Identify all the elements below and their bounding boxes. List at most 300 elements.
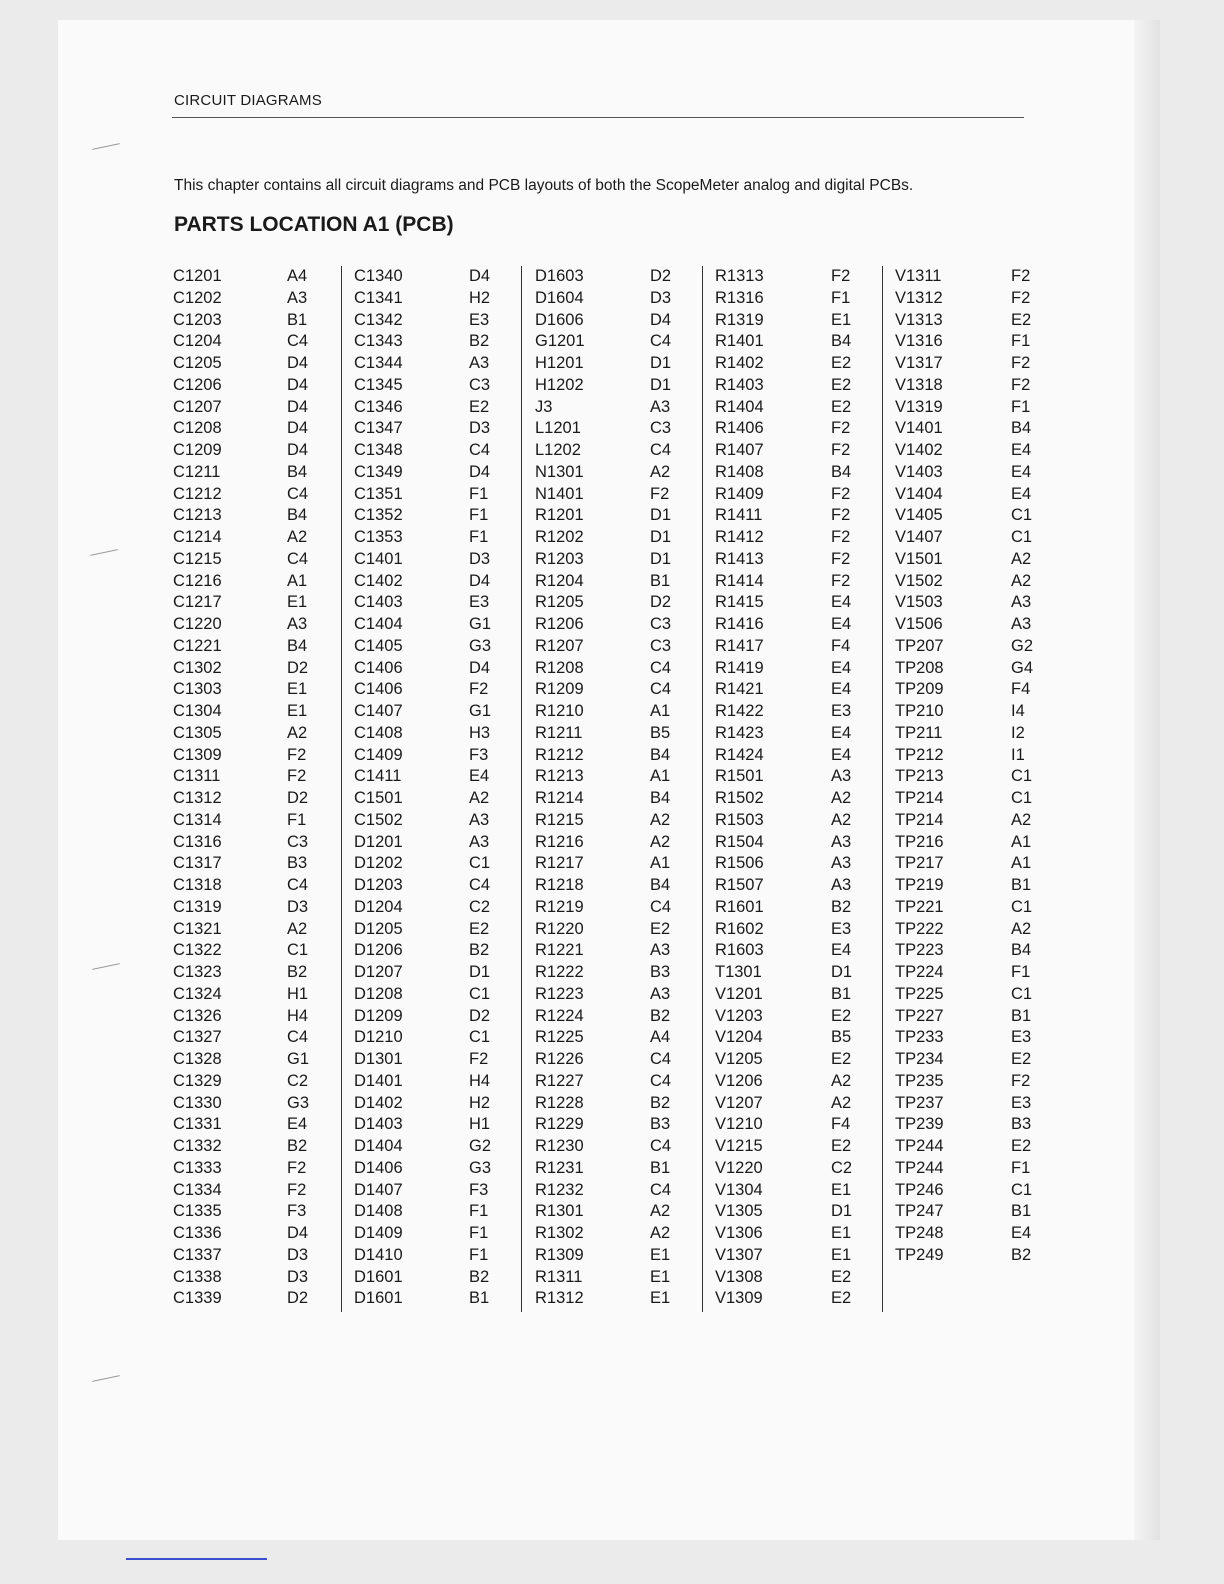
part-location: C1 bbox=[1011, 767, 1033, 786]
part-reference: R1227 bbox=[535, 1071, 584, 1090]
part-reference: V1204 bbox=[715, 1028, 763, 1047]
parts-row bbox=[895, 784, 1045, 806]
part-reference: C1348 bbox=[354, 441, 403, 459]
parts-row bbox=[715, 849, 865, 871]
part-location: A3 bbox=[469, 354, 490, 372]
part-reference: TP221 bbox=[895, 897, 944, 916]
part-reference: C1328 bbox=[173, 1050, 222, 1068]
parts-row bbox=[535, 806, 685, 828]
part-location: G2 bbox=[1011, 636, 1034, 655]
parts-row bbox=[715, 675, 865, 697]
parts-row bbox=[715, 1002, 865, 1024]
part-reference: D1210 bbox=[354, 1028, 403, 1047]
part-reference: V1307 bbox=[715, 1245, 763, 1264]
parts-row bbox=[173, 675, 323, 697]
part-reference: C1204 bbox=[173, 332, 222, 351]
part-reference: R1504 bbox=[715, 832, 764, 851]
part-location: B2 bbox=[650, 1093, 671, 1112]
part-reference: V1306 bbox=[715, 1224, 763, 1242]
part-location: E2 bbox=[831, 1050, 852, 1068]
parts-row bbox=[535, 501, 685, 523]
part-location: F1 bbox=[287, 810, 307, 829]
part-reference: V1201 bbox=[715, 984, 763, 1003]
part-reference: V1403 bbox=[895, 462, 943, 481]
part-location: E2 bbox=[831, 397, 852, 416]
part-reference: R1221 bbox=[535, 941, 584, 960]
part-location: F2 bbox=[469, 1050, 489, 1068]
part-reference: D1604 bbox=[535, 288, 584, 307]
part-reference: V1501 bbox=[895, 549, 943, 568]
part-location: C4 bbox=[650, 897, 672, 916]
parts-row bbox=[535, 1197, 685, 1219]
part-reference: D1206 bbox=[354, 941, 403, 960]
part-location: E4 bbox=[1011, 484, 1032, 503]
parts-row bbox=[715, 523, 865, 545]
part-location: F2 bbox=[831, 441, 851, 459]
parts-column-1 bbox=[173, 262, 323, 1306]
part-location: E4 bbox=[1011, 462, 1032, 481]
parts-row bbox=[354, 719, 504, 741]
parts-row bbox=[173, 458, 323, 480]
part-reference: R1217 bbox=[535, 854, 584, 873]
part-location: C4 bbox=[287, 332, 309, 351]
part-location: C1 bbox=[469, 984, 491, 1003]
parts-row bbox=[535, 349, 685, 371]
parts-row bbox=[354, 588, 504, 610]
part-reference: C1409 bbox=[354, 745, 403, 764]
part-location: C1 bbox=[1011, 897, 1033, 916]
part-reference: V1215 bbox=[715, 1137, 763, 1155]
parts-row bbox=[535, 1110, 685, 1132]
parts-row bbox=[535, 567, 685, 589]
part-location: C1 bbox=[1011, 984, 1033, 1003]
parts-row bbox=[535, 1089, 685, 1111]
parts-row bbox=[895, 1002, 1045, 1024]
part-reference: V1305 bbox=[715, 1202, 763, 1221]
parts-row bbox=[354, 1219, 504, 1241]
part-reference: TP247 bbox=[895, 1202, 944, 1221]
part-location: F2 bbox=[831, 267, 851, 285]
parts-row bbox=[173, 1023, 323, 1045]
part-reference: C1332 bbox=[173, 1137, 222, 1155]
parts-row bbox=[895, 1241, 1045, 1263]
section-header: CIRCUIT DIAGRAMS bbox=[174, 92, 322, 109]
part-location: B3 bbox=[650, 963, 671, 981]
part-reference: C1405 bbox=[354, 636, 403, 655]
parts-row bbox=[895, 436, 1045, 458]
part-reference: C1333 bbox=[173, 1158, 222, 1177]
parts-row bbox=[895, 588, 1045, 610]
parts-row bbox=[173, 1067, 323, 1089]
part-location: C4 bbox=[287, 1028, 309, 1047]
parts-row bbox=[535, 1263, 685, 1285]
part-location: A2 bbox=[287, 723, 308, 742]
part-location: D1 bbox=[650, 506, 672, 525]
parts-row bbox=[895, 893, 1045, 915]
part-reference: C1207 bbox=[173, 397, 222, 416]
parts-row bbox=[173, 1154, 323, 1176]
part-reference: C1205 bbox=[173, 354, 222, 372]
part-reference: C1303 bbox=[173, 680, 222, 699]
part-location: B1 bbox=[1011, 1202, 1032, 1221]
parts-row bbox=[895, 828, 1045, 850]
parts-row bbox=[354, 1023, 504, 1045]
parts-row bbox=[715, 871, 865, 893]
part-location: F3 bbox=[469, 745, 489, 764]
part-reference: R1401 bbox=[715, 332, 764, 351]
part-location: A3 bbox=[650, 941, 671, 960]
parts-row bbox=[715, 1045, 865, 1067]
parts-row bbox=[354, 262, 504, 284]
bottom-link-underline[interactable] bbox=[126, 1558, 267, 1560]
part-reference: R1202 bbox=[535, 528, 584, 546]
part-reference: D1603 bbox=[535, 267, 584, 285]
parts-row bbox=[895, 806, 1045, 828]
parts-row bbox=[354, 806, 504, 828]
parts-row bbox=[173, 654, 323, 676]
part-location: A2 bbox=[287, 528, 308, 546]
parts-row bbox=[354, 458, 504, 480]
part-reference: C1408 bbox=[354, 723, 403, 742]
part-location: A3 bbox=[287, 615, 308, 633]
part-location: A3 bbox=[469, 832, 490, 851]
part-location: E1 bbox=[287, 593, 308, 612]
part-reference: C1319 bbox=[173, 897, 222, 916]
parts-row bbox=[354, 654, 504, 676]
parts-column-4 bbox=[715, 262, 865, 1306]
part-location: B2 bbox=[1011, 1245, 1032, 1264]
part-reference: C1346 bbox=[354, 397, 403, 416]
part-location: G4 bbox=[1011, 658, 1034, 677]
part-location: H4 bbox=[469, 1071, 491, 1090]
parts-row bbox=[173, 784, 323, 806]
part-reference: V1319 bbox=[895, 397, 943, 416]
part-location: E2 bbox=[831, 375, 852, 394]
part-reference: R1209 bbox=[535, 680, 584, 699]
parts-row bbox=[895, 458, 1045, 480]
part-location: G3 bbox=[469, 1158, 492, 1177]
parts-row bbox=[895, 871, 1045, 893]
part-location: C3 bbox=[650, 636, 672, 655]
part-location: C4 bbox=[287, 876, 309, 894]
parts-row bbox=[354, 327, 504, 349]
part-reference: C1211 bbox=[173, 462, 221, 481]
parts-row bbox=[354, 414, 504, 436]
part-location: C4 bbox=[287, 549, 309, 568]
parts-row bbox=[354, 610, 504, 632]
part-reference: TP244 bbox=[895, 1137, 944, 1155]
part-reference: TP249 bbox=[895, 1245, 944, 1264]
part-location: A2 bbox=[650, 832, 671, 851]
part-location: B4 bbox=[1011, 419, 1032, 438]
part-reference: C1312 bbox=[173, 789, 222, 807]
part-location: A2 bbox=[650, 1224, 671, 1242]
parts-row bbox=[173, 567, 323, 589]
part-location: E4 bbox=[469, 767, 490, 786]
part-reference: R1214 bbox=[535, 789, 584, 807]
part-location: D4 bbox=[650, 310, 672, 329]
parts-row bbox=[715, 719, 865, 741]
part-location: E3 bbox=[469, 310, 490, 329]
part-location: E2 bbox=[650, 919, 671, 938]
part-location: C4 bbox=[287, 484, 309, 503]
part-location: F1 bbox=[1011, 1158, 1031, 1177]
part-reference: R1215 bbox=[535, 810, 584, 829]
part-location: A3 bbox=[650, 397, 671, 416]
parts-row bbox=[354, 1002, 504, 1024]
part-reference: TP217 bbox=[895, 854, 944, 873]
part-location: F2 bbox=[1011, 375, 1031, 394]
parts-row bbox=[173, 436, 323, 458]
part-location: F3 bbox=[469, 1180, 489, 1199]
part-location: A3 bbox=[469, 810, 490, 829]
parts-row bbox=[173, 501, 323, 523]
parts-row bbox=[173, 480, 323, 502]
part-reference: R1224 bbox=[535, 1006, 584, 1025]
part-location: E2 bbox=[469, 919, 490, 938]
parts-row bbox=[715, 414, 865, 436]
parts-row bbox=[173, 915, 323, 937]
parts-row bbox=[895, 654, 1045, 676]
parts-row bbox=[715, 567, 865, 589]
part-reference: G1201 bbox=[535, 332, 585, 351]
part-reference: C1352 bbox=[354, 506, 403, 525]
part-location: E2 bbox=[831, 1006, 852, 1025]
part-reference: TP213 bbox=[895, 767, 944, 786]
part-reference: R1423 bbox=[715, 723, 764, 742]
parts-row bbox=[354, 784, 504, 806]
parts-row bbox=[354, 1154, 504, 1176]
parts-row bbox=[173, 1089, 323, 1111]
part-location: B2 bbox=[831, 897, 852, 916]
part-reference: R1413 bbox=[715, 549, 764, 568]
parts-row bbox=[535, 1132, 685, 1154]
part-reference: R1414 bbox=[715, 571, 764, 590]
part-reference: R1404 bbox=[715, 397, 764, 416]
part-location: G3 bbox=[469, 636, 492, 655]
part-reference: TP219 bbox=[895, 876, 944, 894]
part-reference: V1206 bbox=[715, 1071, 763, 1090]
part-reference: R1421 bbox=[715, 680, 764, 699]
parts-row bbox=[715, 1197, 865, 1219]
part-reference: C1302 bbox=[173, 658, 222, 677]
part-reference: V1317 bbox=[895, 354, 943, 372]
part-location: F2 bbox=[287, 745, 307, 764]
parts-row bbox=[535, 762, 685, 784]
part-location: B4 bbox=[287, 462, 308, 481]
parts-row bbox=[535, 697, 685, 719]
part-location: H2 bbox=[469, 288, 491, 307]
parts-row bbox=[715, 371, 865, 393]
part-location: E3 bbox=[831, 919, 852, 938]
page-edge-shadow bbox=[1134, 20, 1160, 1540]
part-reference: T1301 bbox=[715, 963, 762, 981]
part-reference: C1502 bbox=[354, 810, 403, 829]
part-location: C4 bbox=[469, 441, 491, 459]
part-reference: R1206 bbox=[535, 615, 584, 633]
parts-row bbox=[715, 741, 865, 763]
part-location: D4 bbox=[287, 354, 309, 372]
part-location: A2 bbox=[650, 462, 671, 481]
part-location: A1 bbox=[1011, 832, 1032, 851]
part-location: H2 bbox=[469, 1093, 491, 1112]
parts-row bbox=[715, 828, 865, 850]
part-location: F1 bbox=[1011, 332, 1031, 351]
parts-row bbox=[895, 1219, 1045, 1241]
part-location: B4 bbox=[831, 462, 852, 481]
part-location: A2 bbox=[831, 810, 852, 829]
part-reference: R1232 bbox=[535, 1180, 584, 1199]
part-reference: C1202 bbox=[173, 288, 222, 307]
part-reference: C1501 bbox=[354, 789, 403, 807]
parts-row bbox=[354, 697, 504, 719]
part-location: E4 bbox=[831, 680, 852, 699]
part-location: B2 bbox=[469, 941, 490, 960]
parts-row bbox=[354, 915, 504, 937]
part-location: F2 bbox=[1011, 1071, 1031, 1090]
part-location: G2 bbox=[469, 1137, 492, 1155]
parts-row bbox=[535, 654, 685, 676]
parts-row bbox=[715, 262, 865, 284]
parts-row bbox=[354, 849, 504, 871]
part-location: B3 bbox=[287, 854, 308, 873]
part-reference: C1323 bbox=[173, 963, 222, 981]
part-reference: C1351 bbox=[354, 484, 403, 503]
part-reference: N1401 bbox=[535, 484, 584, 503]
part-reference: C1403 bbox=[354, 593, 403, 612]
part-location: C1 bbox=[287, 941, 309, 960]
parts-row bbox=[354, 501, 504, 523]
part-reference: C1326 bbox=[173, 1006, 222, 1025]
parts-row bbox=[715, 806, 865, 828]
part-reference: C1324 bbox=[173, 984, 222, 1003]
part-reference: TP233 bbox=[895, 1028, 944, 1047]
parts-row bbox=[535, 849, 685, 871]
parts-row bbox=[173, 1002, 323, 1024]
part-location: C4 bbox=[650, 332, 672, 351]
part-location: A3 bbox=[831, 876, 852, 894]
part-location: D1 bbox=[831, 1202, 853, 1221]
part-location: A2 bbox=[469, 789, 490, 807]
part-location: E3 bbox=[1011, 1028, 1032, 1047]
part-location: E3 bbox=[831, 702, 852, 720]
parts-row bbox=[173, 610, 323, 632]
part-reference: V1503 bbox=[895, 593, 943, 612]
part-location: E1 bbox=[650, 1245, 671, 1264]
part-location: E1 bbox=[650, 1267, 671, 1286]
part-reference: R1218 bbox=[535, 876, 584, 894]
part-location: G1 bbox=[469, 615, 492, 633]
parts-row bbox=[535, 871, 685, 893]
part-location: E4 bbox=[831, 615, 852, 633]
parts-row bbox=[895, 349, 1045, 371]
part-reference: TP223 bbox=[895, 941, 944, 960]
part-location: F1 bbox=[1011, 963, 1031, 981]
parts-row bbox=[895, 480, 1045, 502]
parts-row bbox=[715, 1067, 865, 1089]
parts-row bbox=[535, 458, 685, 480]
part-location: B1 bbox=[1011, 876, 1032, 894]
part-reference: C1347 bbox=[354, 419, 403, 438]
part-reference: V1401 bbox=[895, 419, 943, 438]
part-reference: C1345 bbox=[354, 375, 403, 394]
part-reference: C1407 bbox=[354, 702, 403, 720]
part-location: D2 bbox=[287, 1289, 309, 1308]
part-location: C1 bbox=[1011, 1180, 1033, 1199]
part-reference: R1506 bbox=[715, 854, 764, 873]
part-reference: J3 bbox=[535, 397, 553, 416]
part-location: B2 bbox=[287, 963, 308, 981]
part-location: E4 bbox=[831, 941, 852, 960]
part-reference: R1203 bbox=[535, 549, 584, 568]
part-location: D4 bbox=[469, 462, 491, 481]
part-reference: TP212 bbox=[895, 745, 944, 764]
parts-row bbox=[895, 284, 1045, 306]
part-reference: L1201 bbox=[535, 419, 581, 438]
part-reference: R1309 bbox=[535, 1245, 584, 1264]
part-reference: R1302 bbox=[535, 1224, 584, 1242]
part-location: B4 bbox=[650, 745, 671, 764]
parts-row bbox=[354, 741, 504, 763]
part-location: D4 bbox=[287, 375, 309, 394]
part-reference: V1203 bbox=[715, 1006, 763, 1025]
part-reference: R1502 bbox=[715, 789, 764, 807]
parts-row bbox=[715, 784, 865, 806]
parts-row bbox=[535, 414, 685, 436]
parts-row bbox=[895, 697, 1045, 719]
parts-row bbox=[354, 349, 504, 371]
parts-row bbox=[715, 915, 865, 937]
part-location: D4 bbox=[287, 397, 309, 416]
part-reference: R1402 bbox=[715, 354, 764, 372]
part-reference: R1223 bbox=[535, 984, 584, 1003]
part-location: C2 bbox=[831, 1158, 853, 1177]
parts-row bbox=[173, 1197, 323, 1219]
part-location: C4 bbox=[650, 658, 672, 677]
parts-row bbox=[535, 893, 685, 915]
parts-row bbox=[535, 588, 685, 610]
parts-row bbox=[173, 1219, 323, 1241]
part-reference: D1201 bbox=[354, 832, 403, 851]
parts-row bbox=[535, 1002, 685, 1024]
part-reference: C1321 bbox=[173, 919, 222, 938]
part-reference: R1208 bbox=[535, 658, 584, 677]
part-location: A1 bbox=[650, 854, 671, 873]
part-reference: V1207 bbox=[715, 1093, 763, 1112]
part-reference: V1220 bbox=[715, 1158, 763, 1177]
part-location: E1 bbox=[831, 1245, 852, 1264]
part-location: D4 bbox=[287, 419, 309, 438]
parts-row bbox=[354, 393, 504, 415]
part-reference: C1305 bbox=[173, 723, 222, 742]
parts-row bbox=[535, 1219, 685, 1241]
part-location: D1 bbox=[650, 375, 672, 394]
part-location: C3 bbox=[469, 375, 491, 394]
part-location: A2 bbox=[650, 810, 671, 829]
parts-column-5 bbox=[895, 262, 1045, 1263]
part-reference: D1601 bbox=[354, 1289, 403, 1308]
part-reference: R1313 bbox=[715, 267, 764, 285]
part-location: E2 bbox=[1011, 1050, 1032, 1068]
parts-row bbox=[895, 371, 1045, 393]
parts-row bbox=[354, 1263, 504, 1285]
part-reference: C1340 bbox=[354, 267, 403, 285]
part-location: A2 bbox=[1011, 571, 1032, 590]
part-reference: R1407 bbox=[715, 441, 764, 459]
parts-row bbox=[173, 893, 323, 915]
part-location: B4 bbox=[831, 332, 852, 351]
part-reference: C1309 bbox=[173, 745, 222, 764]
